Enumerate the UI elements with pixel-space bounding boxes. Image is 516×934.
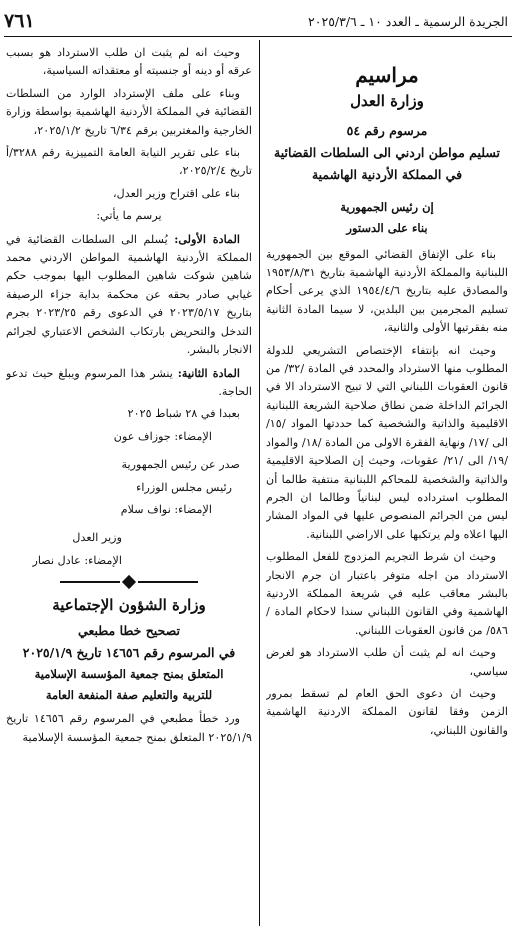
basis-line: بناء على الدستور <box>346 221 428 236</box>
ornament-line <box>60 581 120 583</box>
decree-number: مرسوم رقم ٥٤ <box>346 122 428 138</box>
page-number: ٧٦١ <box>4 10 35 32</box>
correction-title: تصحيح خطا مطبعي <box>78 622 180 638</box>
ministry-title: وزارة العدل <box>350 92 424 111</box>
decree-subject-line-2: في المملكة الأردنية الهاشمية <box>311 166 463 182</box>
pm-title: رئيس مجلس الوزراء <box>136 480 232 494</box>
correction-ref: في المرسوم رقم ١٤٦٥٦ تاريخ ٢٠٢٥/١/٩ <box>22 644 236 660</box>
running-title: الجريدة الرسمية ـ العدد ١٠ ـ ٢٠٢٥/٣/٦ <box>308 14 508 29</box>
header-rule <box>4 36 512 37</box>
correction-text: ورد خطأ مطبعي في المرسوم رقم ١٤٦٥٦ تاريخ ٢٠٢٥/١/٩ المتعلق بمنح جمعية المؤسسة الإسلامية <box>6 712 252 744</box>
ornament-line <box>138 581 198 583</box>
president-line: إن رئيس الجمهورية <box>340 199 434 214</box>
paragraph: بناء على الإتفاق القضائي الموقع بين الجمهورية اللبنانية والمملكة الأردنية الهاشمية بتاريخ ١٩٥٣/٨/٣١ والمصادق عليه بتاريخ ١٩٥٤/٤/٦ الذي يرعى أحكام تسليم المجرمين بين البلدين، لا سيما المادة الثانية منه بفقرتيها الأولى والثانية، <box>266 247 508 335</box>
decrees-line: يرسم ما يأتي: <box>96 209 162 223</box>
paragraph: وحيث انه بإنتفاء الإختصاص التشريعي للدولة المطلوب منها الاسترداد والمحدد في المادة /٣٢/ من قانون العقوبات اللبناني التي لا تبيح الاسترداد الا في الجرائم الداخلة ضمن نطاق صلاحية الشريعة اللبنانية الاقليمية والذاتية والشخصية كما حددتها المواد /١٥/ الى /١٧/ ونهاية الفقرة الاولى من المادة /١٨/ والمواد /١٩/ الى /٢١/ عقوبات، وحيث إن الصلاحية الاقليمية والذاتية والشخصية للمحاكم اللبنانية منتفية طالما أن المطلوب استرداده ليس لبنانياً وطالما ان الجرم ليس من الجرائم المنصوص عليها في المواد المشار اليها اعلاه ولم يرتكبها على الاراضي اللبنانية. <box>266 343 508 541</box>
paragraph: وحيث انه لم يثبت أن طلب الاسترداد هو لغرض سياسي، <box>266 646 508 678</box>
article-1-label: المادة الأولى: <box>174 231 241 246</box>
paragraph: وحيث ان دعوى الحق العام لم تسقط بمرور الزمن وفقا لقانون المملكة الاردنية الهاشمية والقانون اللبناني، <box>266 686 508 737</box>
decree-subject-line-1: تسليم مواطن اردني الى السلطات القضائية <box>274 144 500 160</box>
section-ornament <box>6 576 252 588</box>
social-ministry-title: وزارة الشؤون الإجتماعية <box>52 596 206 615</box>
justice-minister-title: وزير العدل <box>72 531 122 545</box>
article-1 <box>6 230 252 360</box>
correction-subject-line-2: للتربية والتعليم صفة المنفعة العامة <box>45 687 213 702</box>
issued-by: صدر عن رئيس الجمهورية <box>121 458 240 472</box>
page-header <box>0 8 516 38</box>
signature-justice: الإمضاء: عادل نصار <box>32 553 122 567</box>
signature-president: الإمضاء: جوزاف عون <box>113 429 212 443</box>
left-column <box>6 44 252 928</box>
paragraph: وحيث ان شرط التجريم المزدوج للفعل المطلوب الاسترداد من اجله متوفر باعتبار ان جرم الانجار بالبشر معاقب عليه في شريعة المملكة الاردنية الهاشمية وفي القانون اللبناني سندا لاحكام المادة / ٥٨٦/ من قانون العقوبات اللبناني. <box>266 550 508 637</box>
section-title: مراسيم <box>355 63 419 87</box>
signature-pm: الإمضاء: نواف سلام <box>120 502 212 516</box>
decree-date: بعبدا في ٢٨ شباط ٢٠٢٥ <box>127 407 240 421</box>
paragraph: بناء على اقتراح وزير العدل، <box>112 186 240 200</box>
column-divider <box>259 40 260 926</box>
right-column <box>266 44 508 928</box>
paragraph: بناء على تقرير النيابة العامة التمييزية رقم ٣٢٨٨/أ تاريخ ٢٠٢٥/٢/٤، <box>6 146 252 178</box>
paragraph: وبناء على ملف الإسترداد الوارد من السلطات القضائية في المملكة الأردنية الهاشمية بواسطة وزارة الخارجية والمغتربين برقم ٦/٣٤ تاريخ ٢٠٢٥/١/٢، <box>6 86 252 137</box>
correction-subject-line-1: المتعلق بمنح جمعية المؤسسة الإسلامية <box>34 666 224 681</box>
ornament-diamond <box>122 575 136 589</box>
paragraph: وحيث انه لم يثبت ان طلب الاسترداد هو بسبب عرقه أو دينه أو جنسيته أو معتقداته السياسية، <box>6 46 252 78</box>
article-2-text: ينشر هذا المرسوم ويبلغ حيث تدعو الحاجة. <box>6 366 252 398</box>
article-2-label: المادة الثانية: <box>177 365 240 380</box>
article-1-text: يُسلم الى السلطات القضائية في المملكة الأردنية الهاشمية المواطن الاردني محمد شاهين شوكت شاهين المطلوب اليها بموجب حكم غيابي صادر بحقه عن محكمة بداية جزاء الرصيفة بتاريخ ٢٠٢٣/٥/١٧ في الدعوى رقم ٢٠٢٣/٢٥ بجرم التدخل والتحريض بارتكاب الشخص الاعتباري لجرائم الانجار بالبشر. <box>6 232 252 357</box>
article-2 <box>6 364 252 402</box>
